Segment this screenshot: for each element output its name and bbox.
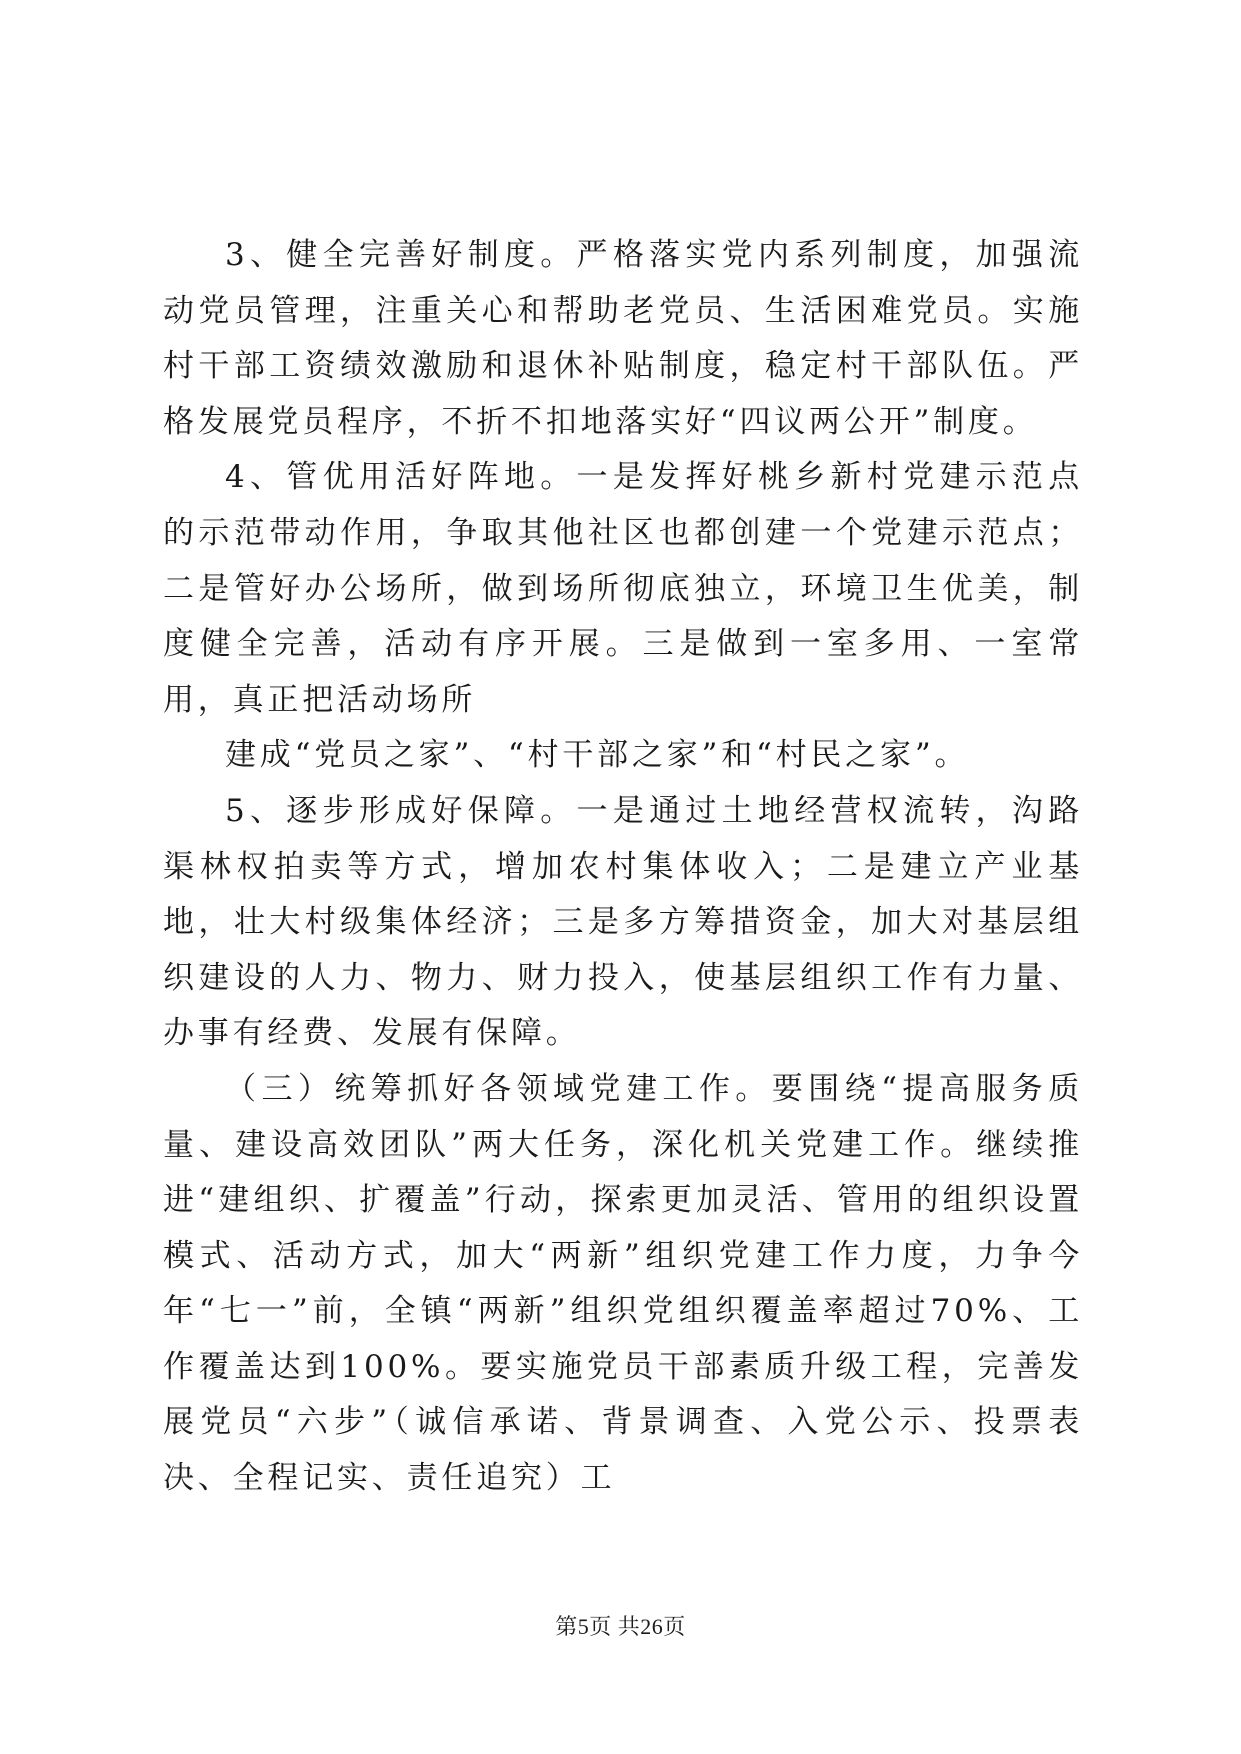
paragraph-item-4: 4、管优用活好阵地。一是发挥好桃乡新村党建示范点的示范带动作用，争取其他社区也都创建一个党建示范点；二是管好办公场所，做到场所彻底独立，环境卫生优美，制度健全完善，活动有序开展。三是做到一室多用、一室常用，真正把活动场所 [163, 459, 1083, 718]
paragraph-item-3: 3、健全完善好制度。严格落实党内系列制度，加强流动党员管理，注重关心和帮助老党员、生活困难党员。实施村干部工资绩效激励和退休补贴制度，稳定村干部队伍。严格发展党员程序，不折不扣地落实好“四议两公开”制度。 [163, 237, 1083, 440]
paragraph-item-4-continued: 建成“党员之家”、“村干部之家”和“村民之家”。 [225, 737, 970, 774]
document-body [163, 228, 1083, 1507]
paragraph-section-3: （三）统筹抓好各领域党建工作。要围绕“提高服务质量、建设高效团队”两大任务，深化机关党建工作。继续推进“建组织、扩覆盖”行动，探索更加灵活、管用的组织设置模式、活动方式，加大“两新”组织党建工作力度，力争今年“七一”前，全镇“两新”组织党组织覆盖率超过70%、工作覆盖达到100%。要实施党员干部素质升级工程，完善发展党员“六步”（诚信承诺、背景调查、入党公示、投票表决、全程记实、责任追究）工 [163, 1070, 1083, 1497]
paragraph-item-5: 5、逐步形成好保障。一是通过土地经营权流转，沟路渠林权拍卖等方式，增加农村集体收入；二是建立产业基地，壮大村级集体经济；三是多方筹措资金，加大对基层组织建设的人力、物力、财力投入，使基层组织工作有力量、办事有经费、发展有保障。 [163, 792, 1083, 1052]
page-footer: 第5页 共26页 [555, 1614, 686, 1639]
